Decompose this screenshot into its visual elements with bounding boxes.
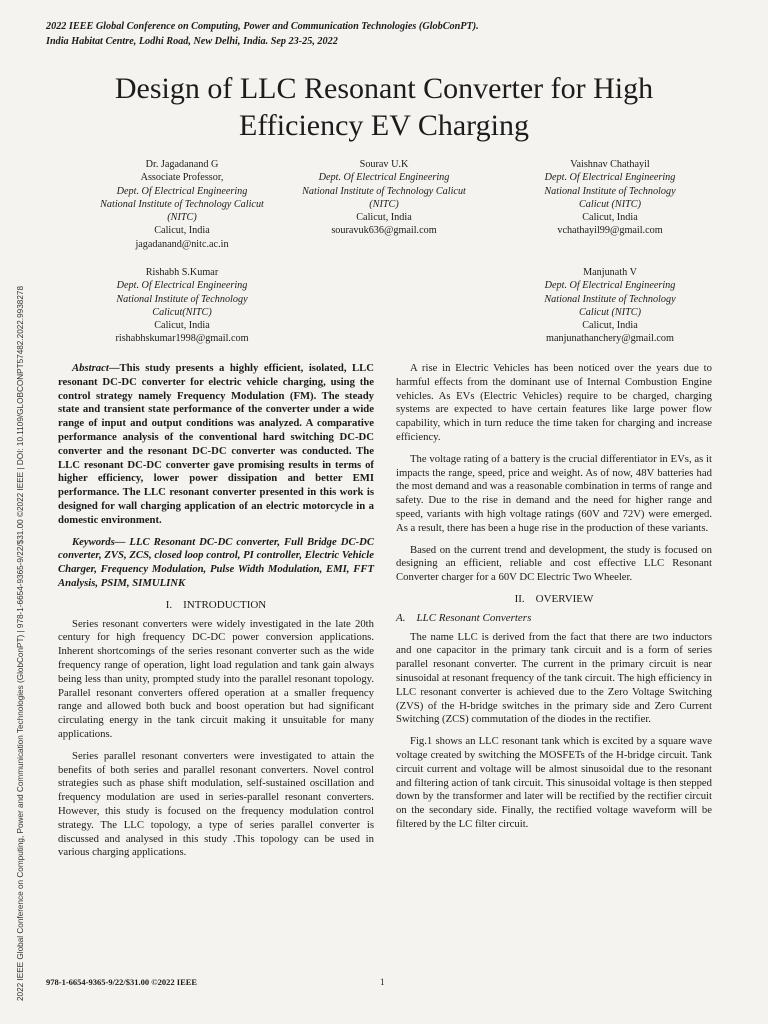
section-heading-overview: II. OVERVIEW: [514, 592, 594, 605]
author-institution-abbr: Calicut (NITC): [579, 198, 641, 210]
abstract: [58, 362, 374, 528]
right-column: [396, 362, 712, 840]
author-dept: Dept. Of Electrical Engineering: [544, 172, 676, 184]
author-institution: National Institute of Technology: [116, 293, 248, 305]
author-dept: Dept. Of Electrical Engineering: [116, 185, 248, 197]
paragraph: A rise in Electric Vehicles has been noticed over the years due to harmful effects from the dominant use of Internal Combustion Engine vehicles. As EVs (Electric Vehicles) require to be charged, charging systems are expected to have certain features like large power flow capability, which in turn reduce the time taken for charging and increase efficiency.: [396, 362, 712, 443]
paragraph: The voltage rating of a battery is the crucial differentiator in EVs, as it impacts the range, speed, price and weight. As of now, 48V batteries had the most demand and was a reasonable combination in terms of range and safety. Due to the rise in demand and the need for higher range and speed, variants with high voltage ratings (60V and 72V) were emerged. As a result, there has been a huge rise in the production of these variants.: [396, 452, 712, 534]
footer-copyright: 978-1-6654-9365-9/22/$31.00 ©2022 IEEE: [46, 977, 198, 987]
author-email[interactable]: souravuk636@gmail.com: [331, 225, 437, 237]
author-name: Sourav U.K: [359, 159, 409, 170]
author-institution-abbr: Calicut(NITC): [152, 306, 212, 318]
abstract-text: —This study presents a highly efficient, isolated, LLC resonant DC-DC converter for electric vehicle charging, using the control strategy namely Frequency Modulation (FM). The steady state and transient state performance of the converter under a wide range of input and output conditions was analyzed. A comparative performance analysis of the conventional hard switching DC-DC converter and the resonant DC-DC converter was conducted. The LLC resonant DC-DC converter gave promising results in terms of higher efficiency, lower power dissipation and better EMI performance. The LLC resonant converter presented in this work is designed for wall charging application of an electric motorcycle in a domestic environment.: [58, 362, 374, 526]
conference-line-2: India Habitat Centre, Lodhi Road, New Delhi, India. Sep 23-25, 2022: [46, 36, 338, 47]
title-line-1: Design of LLC Resonant Converter for High: [114, 72, 654, 105]
author-role: Associate Professor,: [140, 172, 224, 184]
subsection-heading: A. LLC Resonant Converters: [396, 611, 532, 624]
author-name: Manjunath V: [583, 267, 637, 278]
conference-line-1: 2022 IEEE Global Conference on Computing, Power and Communication Technologies (GlobConPT).: [46, 21, 479, 32]
author-name: Rishabh S.Kumar: [145, 267, 219, 278]
author-block: [52, 266, 312, 346]
paragraph: Based on the current trend and development, the study is focused on designing an efficient, reliable and cost effective LLC Resonant Converter charger for a 60V DC Electric Two Wheeler.: [396, 543, 712, 584]
author-email[interactable]: rishabhskumar1998@gmail.com: [115, 333, 249, 345]
author-block: [500, 266, 720, 346]
author-email[interactable]: vchathayil99@gmail.com: [557, 225, 663, 237]
author-city: Calicut, India: [154, 320, 210, 332]
author-block: [52, 158, 312, 251]
paragraph: Fig.1 shows an LLC resonant tank which is excited by a square wave voltage created by switching the MOSFETs of the H-bridge circuit. Tank circuit current and voltage will be almost sinusoidal due to the resonant and filtering action of tank circuit. This sinusoidal voltage is then stepped down by the transformer and later will be rectified by the rectifier circuit on the secondary side. Finally, the rectified voltage waveform will be filtered by the LC filter circuit.: [396, 735, 712, 830]
author-institution: National Institute of Technology: [544, 293, 676, 305]
author-name: Vaishnav Chathayil: [570, 159, 650, 170]
author-institution: National Institute of Technology Calicut: [302, 185, 466, 197]
page-number: 1: [380, 977, 385, 987]
author-city: Calicut, India: [582, 320, 638, 332]
author-block: [500, 158, 720, 238]
title-line-2: Efficiency EV Charging: [239, 109, 529, 142]
author-institution-abbr: (NITC): [369, 198, 399, 210]
section-heading-introduction: I. INTRODUCTION: [165, 598, 267, 611]
keywords: Keywords— LLC Resonant DC-DC converter, Full Bridge DC-DC converter, ZVS, ZCS, closed loop control, PI controller, Electric Vehicle Charger, Frequency Modulation, Pulse Width Modulation, EMI, FFT Analysis, PSIM, SIMULINK: [58, 535, 374, 589]
author-institution: National Institute of Technology Calicut: [100, 198, 264, 210]
author-institution: National Institute of Technology: [544, 185, 676, 197]
author-email[interactable]: manjunathanchery@gmail.com: [546, 333, 674, 345]
author-dept: Dept. Of Electrical Engineering: [116, 280, 248, 292]
paper-title: [60, 70, 708, 144]
paragraph: The name LLC is derived from the fact that there are two inductors and one capacitor in the primary tank circuit and is a form of series parallel resonant converter. The current in the primary circuit is near sinusoidal at resonant frequency of the tank circuit. The high efficiency in LLC resonant converter is achieved due to the Zero Voltage Switching (ZVS) of the H-bridge switches in the primary side and Zero Current Switching (ZCS) commutation of the diodes in the rectifier.: [396, 630, 712, 726]
author-city: Calicut, India: [154, 225, 210, 237]
abstract-label: Abstract: [72, 362, 109, 374]
author-name: Dr. Jagadanand G: [145, 159, 219, 170]
author-block: [274, 158, 494, 238]
author-dept: Dept. Of Electrical Engineering: [318, 172, 450, 184]
conference-header: [46, 19, 666, 49]
author-institution-abbr: Calicut (NITC): [579, 306, 641, 318]
author-email[interactable]: jagadanand@nitc.ac.in: [135, 238, 229, 250]
paragraph: Series parallel resonant converters were investigated to attain the benefits of both series and parallel resonant converters. Novel control strategies such as phase shift modulation, self-sustained oscillation and frequency modulation are used in series-parallel resonant converters. However, this study is focused on the frequency modulation control strategy. The LLC topology, a type of series parallel converter is discussed and analysed in this study .This topology can be used in various charging applications.: [58, 749, 374, 859]
author-dept: Dept. Of Electrical Engineering: [544, 280, 676, 292]
left-column: [58, 362, 374, 868]
author-institution-abbr: (NITC): [167, 212, 197, 224]
author-city: Calicut, India: [582, 212, 638, 224]
sidebar-text: 2022 IEEE Global Conference on Computing, Power and Communication Technologies (GlobConPT) | 978-1-6654-9365-9/22/$31.00 ©2022 IEEE | DOI: 10.1109/GLOBCONPT57482.2022.9938278: [16, 285, 25, 1001]
author-city: Calicut, India: [356, 212, 412, 224]
paragraph: Series resonant converters were widely investigated in the late 20th century for high frequency DC-DC power conversion applications. Inherent shortcomings of the series resonant converter such as the wide frequency range of operation, light load regulation and tank gain always being less than unity, prompted study into the parallel resonant topology. Parallel resonant converters offered operation at a smaller frequency range and allowed both buck and boost operation but had significant circulating energy in the tank circuit making it unsuitable for many applications.: [58, 617, 374, 740]
